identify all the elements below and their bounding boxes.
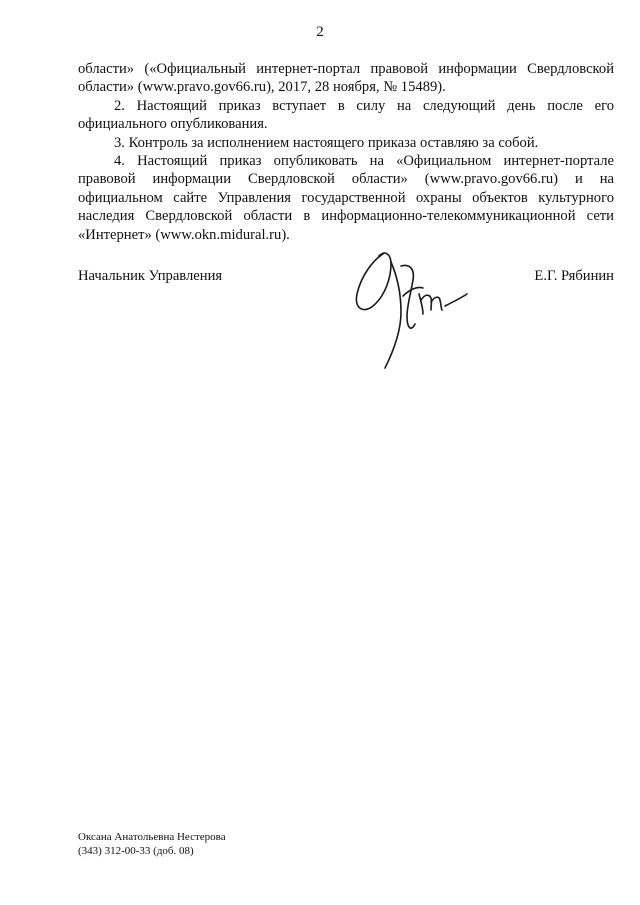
paragraph-item-4: 4. Настоящий приказ опубликовать на «Официальном интернет-портале правовой информации Свердловской области» (www.pravo.gov66.ru) и на официальном сайте Управления государственной охраны объектов культурного наследия Свердловской области в информационно-телекоммуникационной сети «Интернет» (www.okn.midural.ru). [78, 153, 614, 243]
paragraph-item-3: 3. Контроль за исполнением настоящего приказа оставляю за собой. [114, 134, 539, 151]
document-body [78, 60, 614, 244]
executor-phone: (343) 312-00-33 (доб. 08) [78, 845, 194, 857]
signer-name: Е.Г. Рябинин [534, 268, 614, 284]
paragraph-item-2: 2. Настоящий приказ вступает в силу на следующий день после его официального опубликования. [78, 97, 614, 133]
handwritten-signature [345, 236, 480, 381]
executor-name: Оксана Анатольевна Нестерова [78, 831, 226, 843]
executor-info [78, 830, 226, 858]
page-number: 2 [316, 24, 324, 40]
paragraph-continuation: области» («Официальный интернет-портал правовой информации Свердловской области» (www.pravo.gov66.ru), 2017, 28 ноября, № 15489). [78, 61, 614, 96]
signer-title: Начальник Управления [78, 268, 223, 284]
